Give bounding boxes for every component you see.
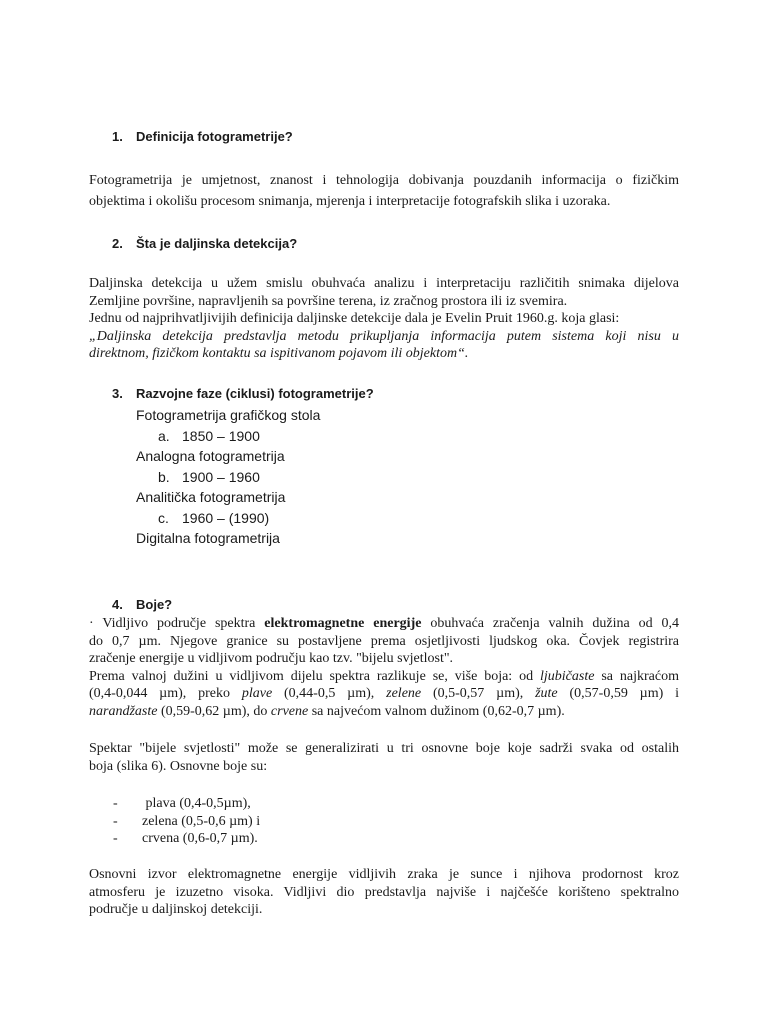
text-run: · Vidljivo područje spektra (89, 616, 265, 631)
text-line: atmosferu je izuzetno visoka. Vidljivi dio predstavlja najviše i najčešće korišteno spektralno (89, 884, 679, 900)
section-4-paragraph-2 (89, 740, 679, 775)
text-line (89, 668, 679, 686)
section-number: 2. (112, 236, 123, 251)
phase-name: Analitička fotogrametrija (136, 489, 286, 505)
date-range: 1960 – (1990) (182, 509, 270, 526)
list-letter: c. (158, 509, 169, 526)
section-2-heading (112, 236, 297, 251)
phase-list (136, 405, 320, 549)
text-line (89, 685, 679, 703)
list-dash: - (113, 796, 118, 811)
list-letter: b. (158, 468, 170, 485)
section-title: Razvojne faze (ciklusi) fotogrametrije? (136, 386, 374, 401)
list-text: zelena (0,5-0,6 µm) i (142, 813, 261, 829)
text-run: Prema valnoj dužini u vidljivom dijelu spektra razlikuje se, više boja: od (89, 668, 540, 684)
section-number: 3. (112, 386, 123, 401)
date-range: 1850 – 1900 (182, 427, 260, 444)
section-title: Boje? (136, 597, 173, 612)
italic-term: ljubičaste (540, 668, 595, 684)
italic-term: žute (535, 686, 558, 701)
list-item (113, 795, 260, 813)
text-line: zračenje energije u vidljivom području kao tzv. "bijelu svjetlost". (89, 651, 454, 666)
section-4-paragraph-3 (89, 866, 679, 919)
phase-name: Digitalna fotogrametrija (136, 530, 280, 546)
text-line: Fotogrametrija je umjetnost, znanost i tehnologija dobivanja pouzdanih informacija o fizičkim (89, 173, 679, 188)
section-number: 4. (112, 597, 123, 612)
text-line: do 0,7 µm. Njegove granice su postavljene prema osjetljivosti ljudskog oka. Čovjek registrira (89, 633, 679, 649)
quote-line: „Daljinska detekcija predstavlja metodu prikupljanja informacija putem sistema koji nisu u (89, 328, 679, 344)
list-item (113, 830, 260, 848)
section-3-heading (112, 386, 374, 401)
phase-name: Fotogrametrija grafičkog stola (136, 407, 321, 423)
text-line: objektima i okolišu procesom snimanja, mjerenja i interpretacije fotografskih slika i uzoraka. (89, 193, 611, 209)
list-dash: - (113, 831, 118, 846)
phase-name: Analogna fotogrametrija (136, 448, 285, 464)
text-line (89, 615, 679, 633)
text-line: Jednu od najprihvatljivijih definicija daljinske detekcije dala je Evelin Pruit 1960.g. koja glasi: (89, 311, 620, 326)
section-1-heading (112, 129, 293, 144)
text-line: Osnovni izvor elektromagnetne energije vidljivih zraka je sunce i njihova prodornost kroz (89, 867, 679, 882)
text-line: Zemljine površine, napravljenih sa površine terena, iz zračnog prostora ili iz svemira. (89, 293, 568, 309)
text-run: (0,57-0,59 µm) i (557, 686, 680, 701)
section-4-heading (112, 597, 172, 612)
italic-term: crvene (270, 703, 309, 719)
date-range: 1900 – 1960 (182, 468, 260, 485)
text-line: područje u daljinskoj detekciji. (89, 902, 263, 917)
text-line: Spektar "bijele svjetlosti" može se generalizirati u tri osnovne boje koje sadrži svaka od ostalih (89, 741, 679, 756)
list-dash: - (113, 813, 118, 829)
text-line: boja (slika 6). Osnovne boje su: (89, 758, 268, 774)
quote-line: direktnom, fizičkom kontaktu sa ispitivanom pojavom ili objektom“. (89, 346, 469, 361)
list-text: plava (0,4-0,5µm), (142, 796, 251, 811)
text-line: Daljinska detekcija u užem smislu obuhvaća analizu i interpretaciju različitih snimaka dijelova (89, 276, 679, 291)
text-run: (0,59-0,62 µm), do (157, 703, 271, 719)
section-2-paragraph (89, 275, 679, 363)
list-letter: a. (158, 427, 170, 444)
section-title: Šta je daljinska detekcija? (136, 236, 298, 251)
text-run: obuhvaća zračenja valnih dužina od 0,4 (421, 616, 679, 631)
italic-term: plave (241, 686, 273, 701)
italic-term: zelene (386, 686, 422, 701)
text-run: sa najvećom valnom dužinom (0,62-0,7 µm). (308, 703, 565, 719)
list-item (113, 813, 260, 831)
section-4-paragraph-1 (89, 615, 679, 720)
text-run: (0,5-0,57 µm), (421, 686, 536, 701)
text-line (89, 703, 679, 721)
section-title: Definicija fotogrametrije? (136, 129, 293, 144)
text-run: sa najkraćom (594, 668, 679, 684)
text-run: (0,4-0,044 µm), preko (89, 686, 242, 701)
phase-dates (136, 426, 320, 447)
section-number: 1. (112, 129, 123, 144)
list-text: crvena (0,6-0,7 µm). (142, 831, 258, 846)
bold-term: elektromagnetne energije (264, 616, 422, 631)
primary-colors-list (113, 795, 260, 848)
phase-dates (136, 467, 320, 488)
italic-term: narandžaste (89, 703, 158, 719)
phase-dates (136, 508, 320, 529)
text-run: (0,44-0,5 µm), (272, 686, 387, 701)
section-1-paragraph (89, 172, 679, 210)
